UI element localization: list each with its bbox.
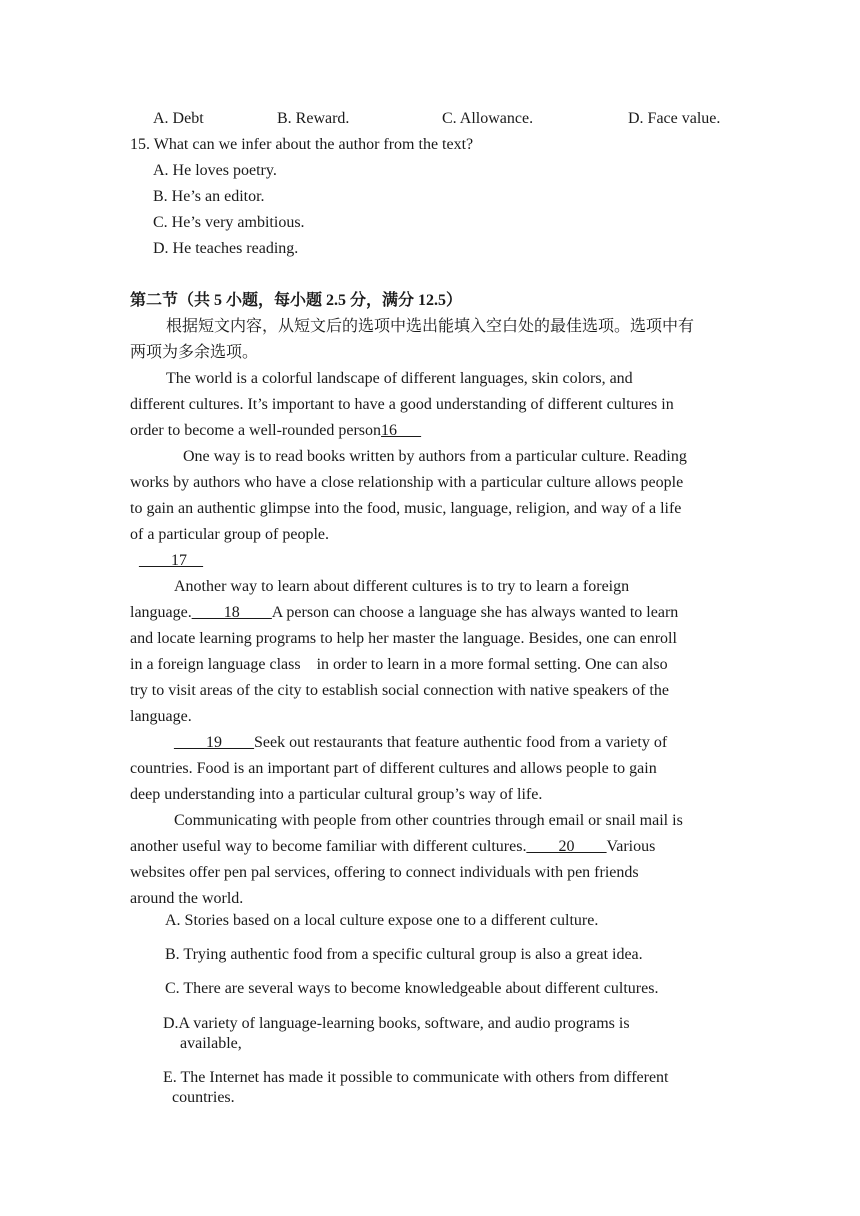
passage-line: works by authors who have a close relationship with a particular culture allows people	[130, 474, 684, 491]
passage-line: websites offer pen pal services, offering to connect individuals with pen friends	[130, 864, 639, 881]
q15-option-a: A. He loves poetry.	[153, 162, 277, 179]
passage-line: to gain an authentic glimpse into the food, music, language, religion, and way of a life	[130, 500, 682, 517]
passage-text: another useful way to become familiar with different cultures.	[130, 838, 527, 855]
blank-17: ____17__	[139, 552, 203, 569]
passage-text: order to become a well-rounded person	[130, 422, 382, 439]
section-heading: 第二节（共 5 小题，每小题 2.5 分，满分 12.5）	[130, 292, 463, 309]
passage-line: Another way to learn about different cultures is to try to learn a foreign	[174, 578, 630, 595]
q14-option-d: D. Face value.	[628, 110, 721, 127]
q15-option-b: B. He’s an editor.	[153, 188, 265, 205]
passage-line: and locate learning programs to help her master the language. Besides, one can enroll	[130, 630, 677, 647]
passage-line: around the world.	[130, 890, 244, 907]
passage-line	[174, 733, 667, 753]
choice-e-line-1: E. The Internet has made it possible to communicate with others from different	[163, 1069, 669, 1086]
q15-stem: 15. What can we infer about the author from the text?	[130, 136, 474, 153]
instructions-line-1: 根据短文内容，从短文后的选项中选出能填入空白处的最佳选项。选项中有	[166, 318, 695, 335]
passage-text: language.	[130, 604, 192, 621]
q15-option-c: C. He’s very ambitious.	[153, 214, 305, 231]
instructions-line-2: 两项为多余选项。	[130, 344, 259, 361]
passage-line: deep understanding into a particular cultural group’s way of life.	[130, 786, 543, 803]
q15-option-d: D. He teaches reading.	[153, 240, 299, 257]
q14-option-a: A. Debt	[153, 110, 204, 127]
passage-text: Various	[606, 838, 656, 855]
passage-line: in a foreign language class in order to learn in a more formal setting. One can also	[130, 656, 668, 673]
choice-d-line-2: available,	[180, 1035, 242, 1052]
passage-line: of a particular group of people.	[130, 526, 330, 543]
passage-line: One way is to read books written by authors from a particular culture. Reading	[183, 448, 687, 465]
passage-line: countries. Food is an important part of different cultures and allows people to gain	[130, 760, 657, 777]
passage-line: try to visit areas of the city to establish social connection with native speakers of the	[130, 682, 669, 699]
passage-line: The world is a colorful landscape of different languages, skin colors, and	[166, 370, 633, 387]
blank-18: ____18____	[191, 604, 272, 621]
choice-e-line-2: countries.	[172, 1089, 235, 1106]
q14-option-c: C. Allowance.	[442, 110, 534, 127]
passage-line: language.	[130, 708, 192, 725]
passage-line: different cultures. It’s important to have a good understanding of different cultures in	[130, 396, 674, 413]
passage-line	[130, 421, 421, 441]
blank-19: ____19____	[174, 734, 254, 751]
passage-text: Seek out restaurants that feature authentic food from a variety of	[254, 734, 668, 751]
blank-16: 16_	[381, 422, 406, 439]
choice-c: C. There are several ways to become knowledgeable about different cultures.	[165, 980, 659, 997]
blank-20: ____20____	[526, 838, 607, 855]
passage-text: A person can choose a language she has always wanted to learn	[271, 604, 679, 621]
passage-line: Communicating with people from other countries through email or snail mail is	[174, 812, 683, 829]
choice-a: A. Stories based on a local culture expose one to a different culture.	[165, 912, 599, 929]
choice-d-line-1: D.A variety of language-learning books, software, and audio programs is	[163, 1015, 630, 1032]
passage-line	[130, 837, 655, 857]
q14-option-b: B. Reward.	[277, 110, 350, 127]
choice-b: B. Trying authentic food from a specific cultural group is also a great idea.	[165, 946, 643, 963]
passage-line	[130, 603, 678, 623]
blank-16-tail: __	[405, 422, 422, 439]
